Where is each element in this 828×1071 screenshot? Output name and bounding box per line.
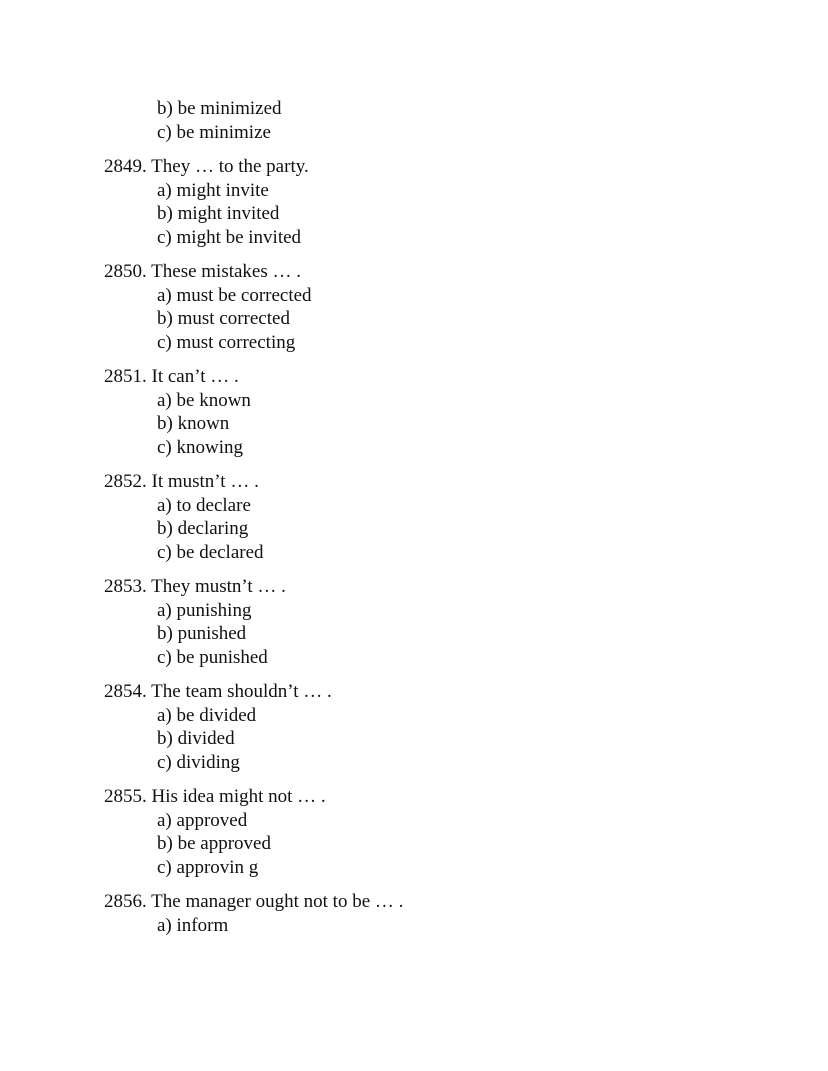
option-list [157, 599, 784, 670]
option: b) be approved [157, 833, 271, 854]
question-2849 [104, 155, 784, 249]
option-list [157, 389, 784, 460]
option: c) be punished [157, 646, 268, 668]
option: b) be minimized [157, 98, 282, 119]
option-list [157, 179, 784, 250]
option: b) divided [157, 728, 235, 749]
question-text: 2855. His idea might not … . [104, 786, 326, 807]
option: c) be declared [157, 541, 264, 563]
option: c) be minimize [157, 121, 271, 143]
option: a) approved [157, 809, 248, 831]
option-list [157, 809, 784, 880]
option: a) to declare [157, 494, 251, 516]
question-2850 [104, 260, 784, 354]
question-2853 [104, 575, 784, 669]
question-text: 2852. It mustn’t … . [104, 471, 259, 492]
option: a) be known [157, 389, 251, 411]
option-list [157, 494, 784, 565]
question-2854 [104, 680, 784, 774]
question-text: 2854. The team shouldn’t … . [104, 681, 332, 702]
option: a) inform [157, 914, 229, 936]
question-text: 2850. These mistakes … . [104, 261, 302, 282]
option: c) must correcting [157, 331, 296, 353]
question-2855 [104, 785, 784, 879]
option: a) be divided [157, 704, 257, 726]
option: b) must corrected [157, 308, 290, 329]
question-text: 2849. They … to the party. [104, 156, 309, 177]
option: a) might invite [157, 179, 269, 201]
question-text: 2856. The manager ought not to be … . [104, 891, 404, 912]
option: b) known [157, 413, 230, 434]
continuation-options [157, 97, 784, 144]
option: c) might be invited [157, 226, 302, 248]
option: a) punishing [157, 599, 252, 621]
option: a) must be corrected [157, 284, 312, 306]
option-list [157, 704, 784, 775]
question-list [104, 97, 784, 937]
option: b) punished [157, 623, 247, 644]
option: c) approvin g [157, 856, 259, 878]
option-list [157, 284, 784, 355]
option: b) might invited [157, 203, 280, 224]
question-2851 [104, 365, 784, 459]
question-text: 2851. It can’t … . [104, 366, 239, 387]
option: c) knowing [157, 436, 244, 458]
question-2856 [104, 890, 784, 937]
option: c) dividing [157, 751, 240, 773]
option-list [157, 914, 784, 938]
question-2852 [104, 470, 784, 564]
question-text: 2853. They mustn’t … . [104, 576, 286, 597]
option: b) declaring [157, 518, 249, 539]
